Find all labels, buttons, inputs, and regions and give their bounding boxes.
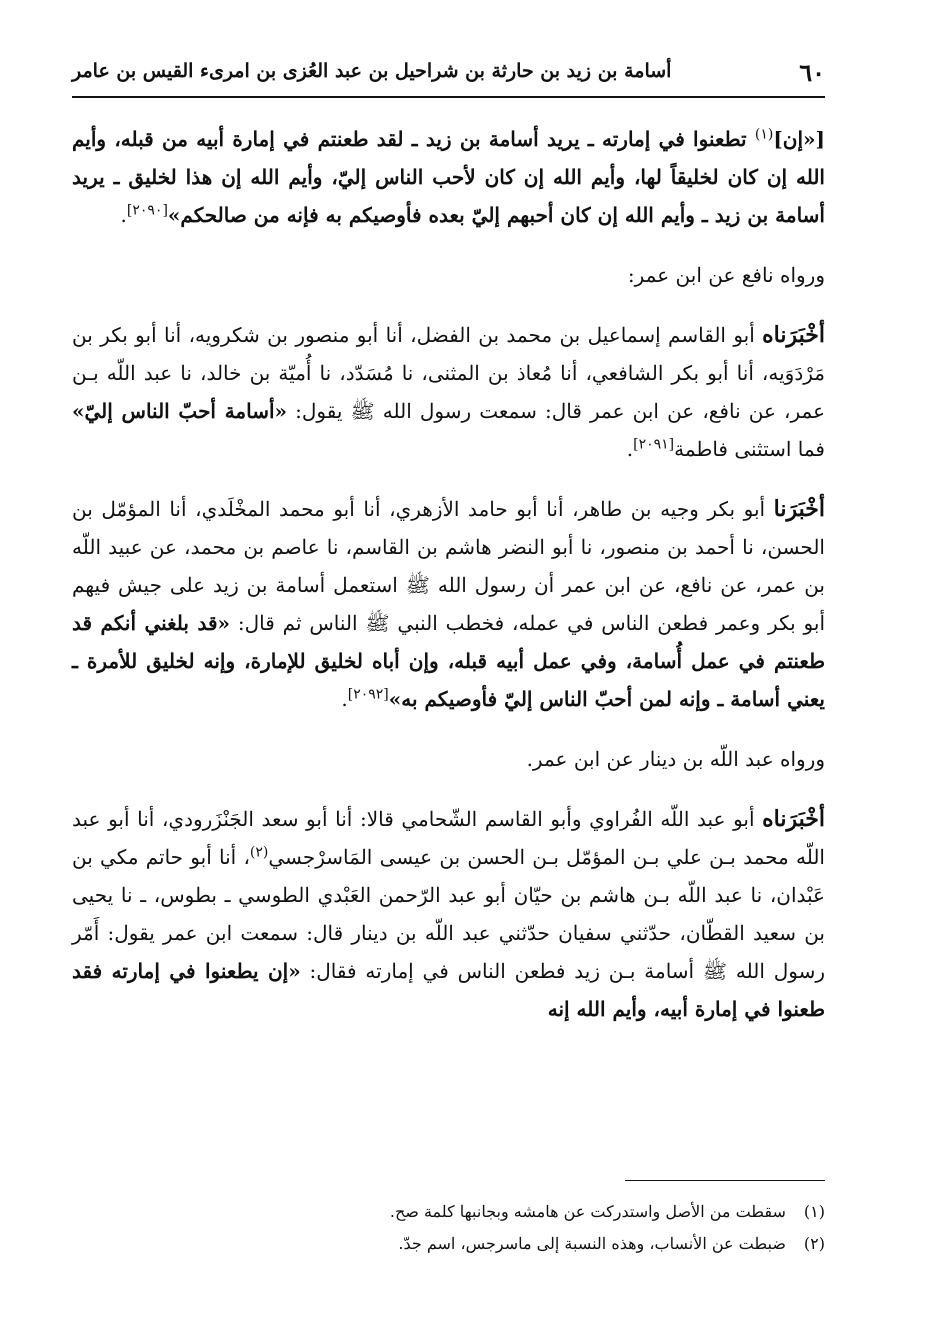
prophet-quote: تطعنوا في إمارته ـ يريد أسامة بن زيد ـ لقد طعنتم في إمارة أبيه من قبله، وأيم الله إن كان لخليقاً لها، وأيم الله إن كان لأحب الناس إليّ، وأيم الله إن هذا لخليق ـ يريد أسامة بن زيد ـ وأيم الله إن كان أحبهم إليّ بعده فأوصيكم به فإنه من صالحكم»: [72, 127, 825, 227]
paragraph-hadith-2092: [72, 490, 825, 718]
running-title: أسامة بن زيد بن حارثة بن شراحيل بن عبد العُزى بن امرىء القيس بن عامر: [72, 60, 672, 82]
paragraph-hadith-2090: [72, 120, 825, 234]
period: .: [626, 437, 634, 461]
isnad-text-continued: ، أنا أبو حاتم مكي بن عَبْدان، نا عبد اللّه بـن هاشم بن حيّان أبو عبد الرّحمن العَبْدي الطوسي ـ بطوس، ـ نا يحيى بن سعيد القطّان، حدّثني سفيان حدّثني عبد اللّه بن دينار قال: سمعت ابن عمر يقول: أَمّر رسول الله ﷺ أسامة بـن زيد فطعن الناس في إمارته فقال:: [72, 845, 826, 983]
paragraph-hadith-continuing: [72, 800, 825, 1028]
hadith-number: [٢٠٩٠]: [126, 202, 168, 219]
footnote-number: (٢): [803, 1234, 825, 1253]
narration-line: [72, 740, 825, 778]
isnad-text: أبو عبد اللّه الفُراوي وأبو القاسم الشّحامي قالا: أنا أبو سعد الجَنْزَرودي، أنا أبو عبد اللّه محمد بـن علي بـن المؤمّل بـن الحسن بن عيسى المَاسرْجسي: [72, 807, 825, 869]
prophet-quote: «إن يطعنوا في إمارته فقد طعنوا في إمارة أبيه، وأيم الله إنه: [72, 959, 825, 1021]
narration-line: [72, 256, 825, 294]
footnote-number: (١): [803, 1202, 825, 1221]
footnote-text: ضبطت عن الأنساب، وهذه النسبة إلى ماسرجس، اسم جدّ.: [398, 1234, 786, 1253]
isnad-lead: أخْبَرَنا: [773, 496, 825, 522]
header-divider: [72, 96, 825, 98]
hadith-number: [٢٠٩٢]: [347, 686, 389, 703]
footnote-text: سقطت من الأصل واستدركت عن هامشه وبجانبها كلمة صح.: [389, 1202, 786, 1221]
period: .: [341, 687, 348, 711]
tail-text: فما استثنى فاطمة: [674, 437, 825, 461]
isnad-lead: أخْبَرَناه: [762, 322, 825, 348]
page-header: [72, 58, 825, 94]
footnote-ref-1[interactable]: (١): [754, 126, 774, 143]
footnote-2: [72, 1228, 825, 1260]
hadith-number: [٢٠٩١]: [633, 436, 675, 453]
footnotes: [72, 1196, 825, 1260]
isnad-text: أبو القاسم إسماعيل بن محمد بن الفضل، أنا أبو منصور بن شكرويه، أنا أبو بكر بن مَرْدَوَيه، أنا أبو بكر الشافعي، أنا مُعاذ بن المثنى، نا مُسَدّد، نا أُميّة بن خالد، نا عبد اللّه بـن عمر، عن نافع، عن ابن عمر قال: سمعت رسول الله ﷺ يقول:: [72, 323, 826, 423]
footnote-1: [72, 1196, 825, 1228]
footnote-ref-2[interactable]: (٢): [249, 844, 269, 861]
paragraph-hadith-2091: [72, 316, 825, 468]
quote-open: [«إن]: [773, 127, 825, 151]
footnote-divider: [625, 1180, 825, 1181]
page-number: ٦٠: [799, 58, 825, 87]
isnad-lead: أخْبَرَناه: [762, 806, 825, 832]
isnad-text: أبو بكر وجيه بن طاهر، أنا أبو حامد الأزهري، أنا أبو محمد المخْلَدي، أنا المؤمّل بن الحسن، نا أحمد بن منصور، نا أبو النضر هاشم بن القاسم، نا عاصم بن محمد، عن عبيد اللّه بن عمر، عن نافع، عن ابن عمر أن رسول الله ﷺ استعمل أسامة بن زيد على جيش فيهم أبو بكر وعمر فطعن الناس في عمله، فخطب النبي ﷺ الناس ثم قال:: [72, 497, 825, 635]
narration-text: ورواه عبد اللّه بن دينار عن ابن عمر.: [526, 747, 825, 771]
period: .: [120, 203, 127, 227]
main-text: [72, 120, 825, 1050]
prophet-quote: «أسامة أحبّ الناس إليّ»: [72, 399, 288, 423]
narration-text: ورواه نافع عن ابن عمر:: [627, 263, 825, 287]
prophet-quote: «قد بلغني أنكم قد طعنتم في عمل أُسامة، وفي عمل أبيه قبله، وإن أباه لخليق للإمارة، وإنه لخليق للأمرة ـ يعني أسامة ـ وإنه لمن أحبّ الناس إليّ فأوصيكم به»: [72, 611, 825, 711]
